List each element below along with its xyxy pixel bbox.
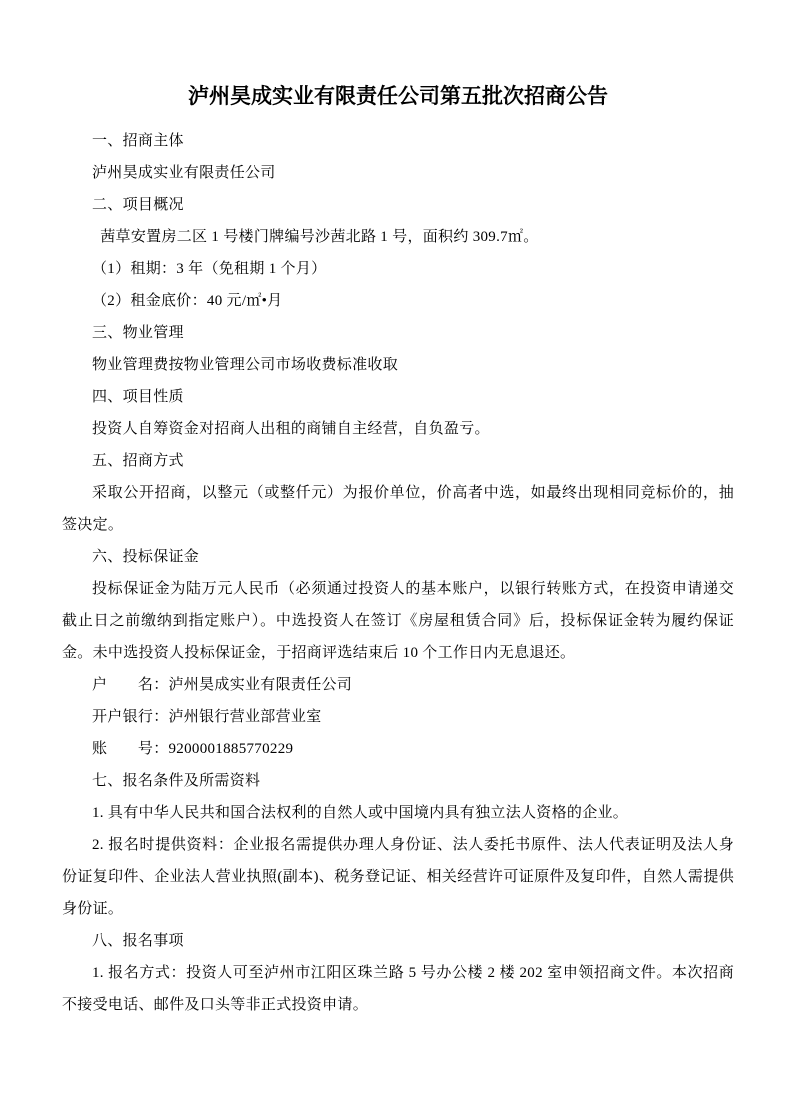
section-heading-4: 四、项目性质 — [92, 389, 184, 405]
account-number-line: 账 号：9200001885770229 — [92, 741, 294, 757]
document-title: 泸州昊成实业有限责任公司第五批次招商公告 — [188, 84, 608, 108]
section-heading-2: 二、项目概况 — [92, 197, 184, 213]
paragraph: 投资人自筹资金对招商人出租的商铺自主经营，自负盈亏。 — [92, 421, 490, 437]
section-heading-5: 五、招商方式 — [92, 453, 184, 469]
bank-line: 开户银行：泸州银行营业部营业室 — [92, 709, 322, 725]
paragraph: 采取公开招商，以整元（或整仟元）为报价单位，价高者中选，如最终出现相同竞标价的，抽签决定。 — [62, 485, 734, 533]
paragraph: 1. 具有中华人民共和国合法权利的自然人或中国境内具有独立法人资格的企业。 — [92, 805, 629, 821]
document-body — [62, 125, 734, 1021]
paragraph: 2. 报名时提供资料：企业报名需提供办理人身份证、法人委托书原件、法人代表证明及法人身份证复印件、企业法人营业执照(副本)、税务登记证、相关经营许可证原件及复印件，自然人需提供身份证。 — [62, 837, 734, 917]
section-heading-7: 七、报名条件及所需资料 — [92, 773, 261, 789]
paragraph: 泸州昊成实业有限责任公司 — [92, 165, 276, 181]
paragraph: （2）租金底价：40 元/㎡•月 — [92, 293, 283, 309]
paragraph: （1）租期：3 年（免租期 1 个月） — [92, 261, 327, 277]
paragraph: 1. 报名方式：投资人可至泸州市江阳区珠兰路 5 号办公楼 2 楼 202 室申领招商文件。本次招商不接受电话、邮件及口头等非正式投资申请。 — [62, 965, 734, 1013]
paragraph: 物业管理费按物业管理公司市场收费标准收取 — [92, 357, 399, 373]
paragraph: 茜草安置房二区 1 号楼门牌编号沙茜北路 1 号，面积约 309.7㎡。 — [100, 229, 539, 245]
section-heading-3: 三、物业管理 — [92, 325, 184, 341]
section-heading-6: 六、投标保证金 — [92, 549, 200, 565]
section-heading-1: 一、招商主体 — [92, 133, 184, 149]
account-name-line: 户 名：泸州昊成实业有限责任公司 — [92, 677, 353, 693]
paragraph: 投标保证金为陆万元人民币（必须通过投资人的基本账户，以银行转账方式，在投资申请递交截止日之前缴纳到指定账户）。中选投资人在签订《房屋租赁合同》后，投标保证金转为履约保证金。未中选投资人投标保证金，于招商评选结束后 10 个工作日内无息退还。 — [62, 581, 734, 661]
section-heading-8: 八、报名事项 — [92, 933, 184, 949]
